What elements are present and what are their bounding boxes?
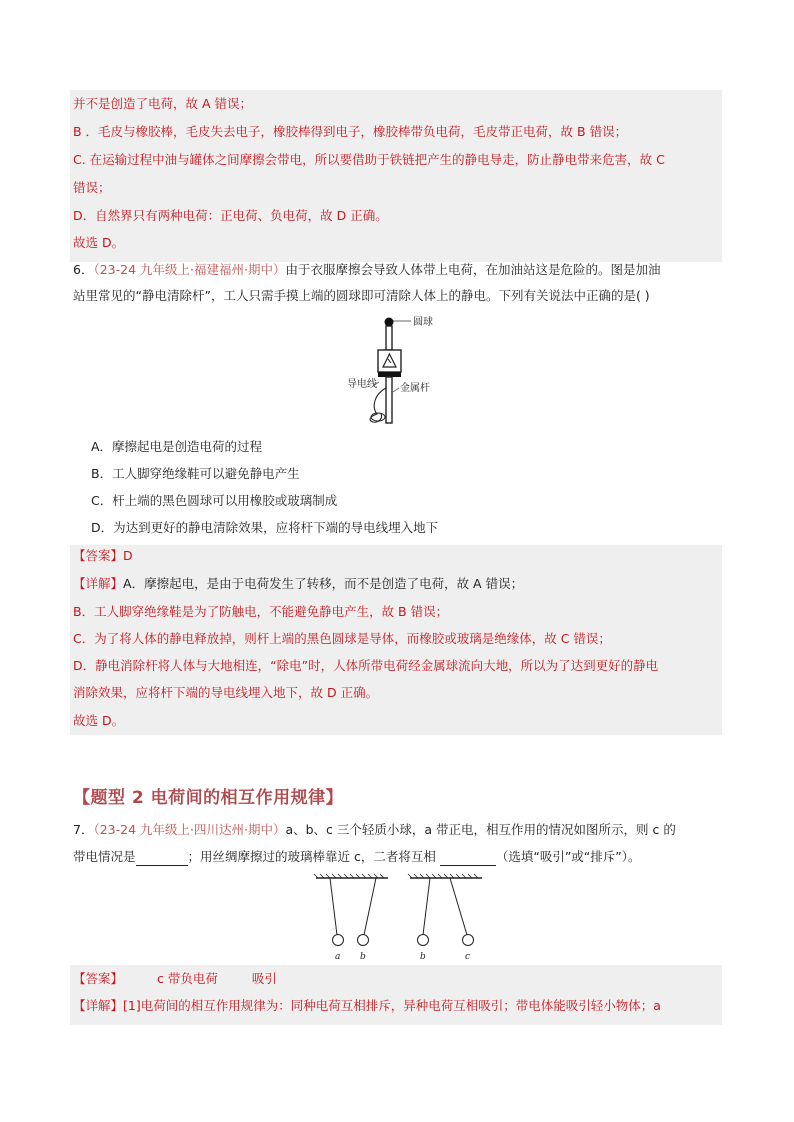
explanation-line: B ．毛皮与橡胶棒，毛皮失去电子，橡胶棒得到电子，橡胶棒带负电荷，毛皮带正电荷，故 B 错误； (73, 124, 628, 139)
question-6-stem (73, 262, 660, 278)
ball-a (333, 935, 344, 946)
detail-line: D．静电消除杆将人体与大地相连，“除电”时，人体所带电荷经金属球流向大地，所以为了达到更好的静电 (73, 658, 659, 673)
question-7-stem (73, 822, 676, 838)
detail-line: B．工人脚穿绝缘鞋是为了防触电，不能避免静电产生，故 B 错误； (73, 604, 449, 619)
figure-label-wire: 导电线 (347, 379, 377, 390)
question-7-stem-2 (73, 849, 641, 866)
detail-line: 消除效果，应将杆下端的导电线埋入地下，故 D 正确。 (73, 685, 379, 700)
figure-label-rod: 金属杆 (400, 383, 430, 394)
detail-tag: 【详解】 (73, 576, 124, 591)
question-text: 带电情况是 (73, 849, 136, 864)
answer-tag: 【答案】 (73, 971, 124, 986)
static-eliminator-figure (335, 310, 445, 430)
question-text: （选填“吸引”或“排斥”）。 (495, 849, 641, 864)
ball-b2 (418, 935, 429, 946)
answer-blank-2[interactable] (440, 849, 496, 866)
ball-label-a: a (335, 952, 341, 962)
question-text: 由于衣服摩擦会导致人体带上电荷，在加油站这是危险的。图是加油 (285, 262, 661, 277)
explanation-line: C. 在运输过程中油与罐体之间摩擦会带电，所以要借助于铁链把产生的静电导走，防止静电带来危害，故 C (73, 152, 665, 167)
question-number: 6． (73, 262, 94, 277)
option-d: D．为达到更好的静电清除效果，应将杆下端的导电线埋入地下 (91, 520, 439, 535)
answer-tag: 【答案】 (73, 548, 124, 563)
detail-line (73, 998, 661, 1014)
detail-text: [1]电荷间的相互作用规律为：同种电荷互相排斥，异种电荷互相吸引；带电体能吸引轻小物体；a (123, 998, 661, 1013)
explanation-line: 并不是创造了电荷，故 A 错误； (73, 96, 252, 111)
ball-label-b: b (360, 952, 366, 962)
answer-line (73, 971, 277, 987)
question-number: 7． (73, 822, 94, 837)
option-c: C．杆上端的黑色圆球可以用橡胶或玻璃制成 (91, 493, 338, 508)
detail-line: C．为了将人体的静电释放掉，则杆上端的黑色圆球是导体，而橡胶或玻璃是绝缘体，故 C 错误； (73, 631, 611, 646)
ball-b (358, 935, 369, 946)
option-b: B．工人脚穿绝缘鞋可以避免静电产生 (91, 466, 300, 481)
question-6-stem-2: 站里常见的“静电清除杆”，工人只需手摸上端的圆球即可清除人体上的静电。下列有关说法中正确的是( ) (73, 288, 650, 303)
question-text: ；用丝绸摩擦过的玻璃棒靠近 c，二者将互相 (187, 849, 436, 864)
figure-label-ball: 圆球 (413, 317, 433, 328)
answer-blank-1[interactable] (136, 849, 188, 866)
explanation-line: D．自然界只有两种电荷：正电荷、负电荷，故 D 正确。 (73, 208, 388, 223)
answer-value-1: c 带负电荷 (157, 971, 218, 986)
detail-line (73, 576, 523, 592)
detail-text: A．摩擦起电，是由于电荷发生了转移，而不是创造了电荷，故 A 错误； (123, 576, 524, 591)
ball-c (463, 935, 474, 946)
detail-tag: 【详解】 (73, 998, 124, 1013)
section-title: 【题型 2 电荷间的相互作用规律】 (73, 788, 344, 808)
question-source: （23-24 九年级上·福建福州·期中） (93, 262, 286, 277)
ball-label-b2: b (420, 952, 426, 962)
explanation-line: 故选 D。 (73, 235, 125, 250)
ball-label-c: c (465, 952, 471, 962)
answer-value: D (123, 548, 133, 563)
ball-icon (385, 318, 394, 327)
question-text: a、b、c 三个轻质小球，a 带正电，相互作用的情况如图所示，则 c 的 (285, 822, 676, 837)
option-a: A．摩擦起电是创造电荷的过程 (91, 439, 263, 454)
answer-value-2: 吸引 (251, 971, 277, 986)
explanation-block-1 (70, 90, 722, 262)
question-source: （23-24 九年级上·四川达州·期中） (93, 822, 286, 837)
answer-line (73, 548, 133, 564)
pith-balls-figure (310, 872, 490, 964)
detail-line: 故选 D。 (73, 713, 125, 728)
explanation-line: 错误； (73, 180, 111, 195)
